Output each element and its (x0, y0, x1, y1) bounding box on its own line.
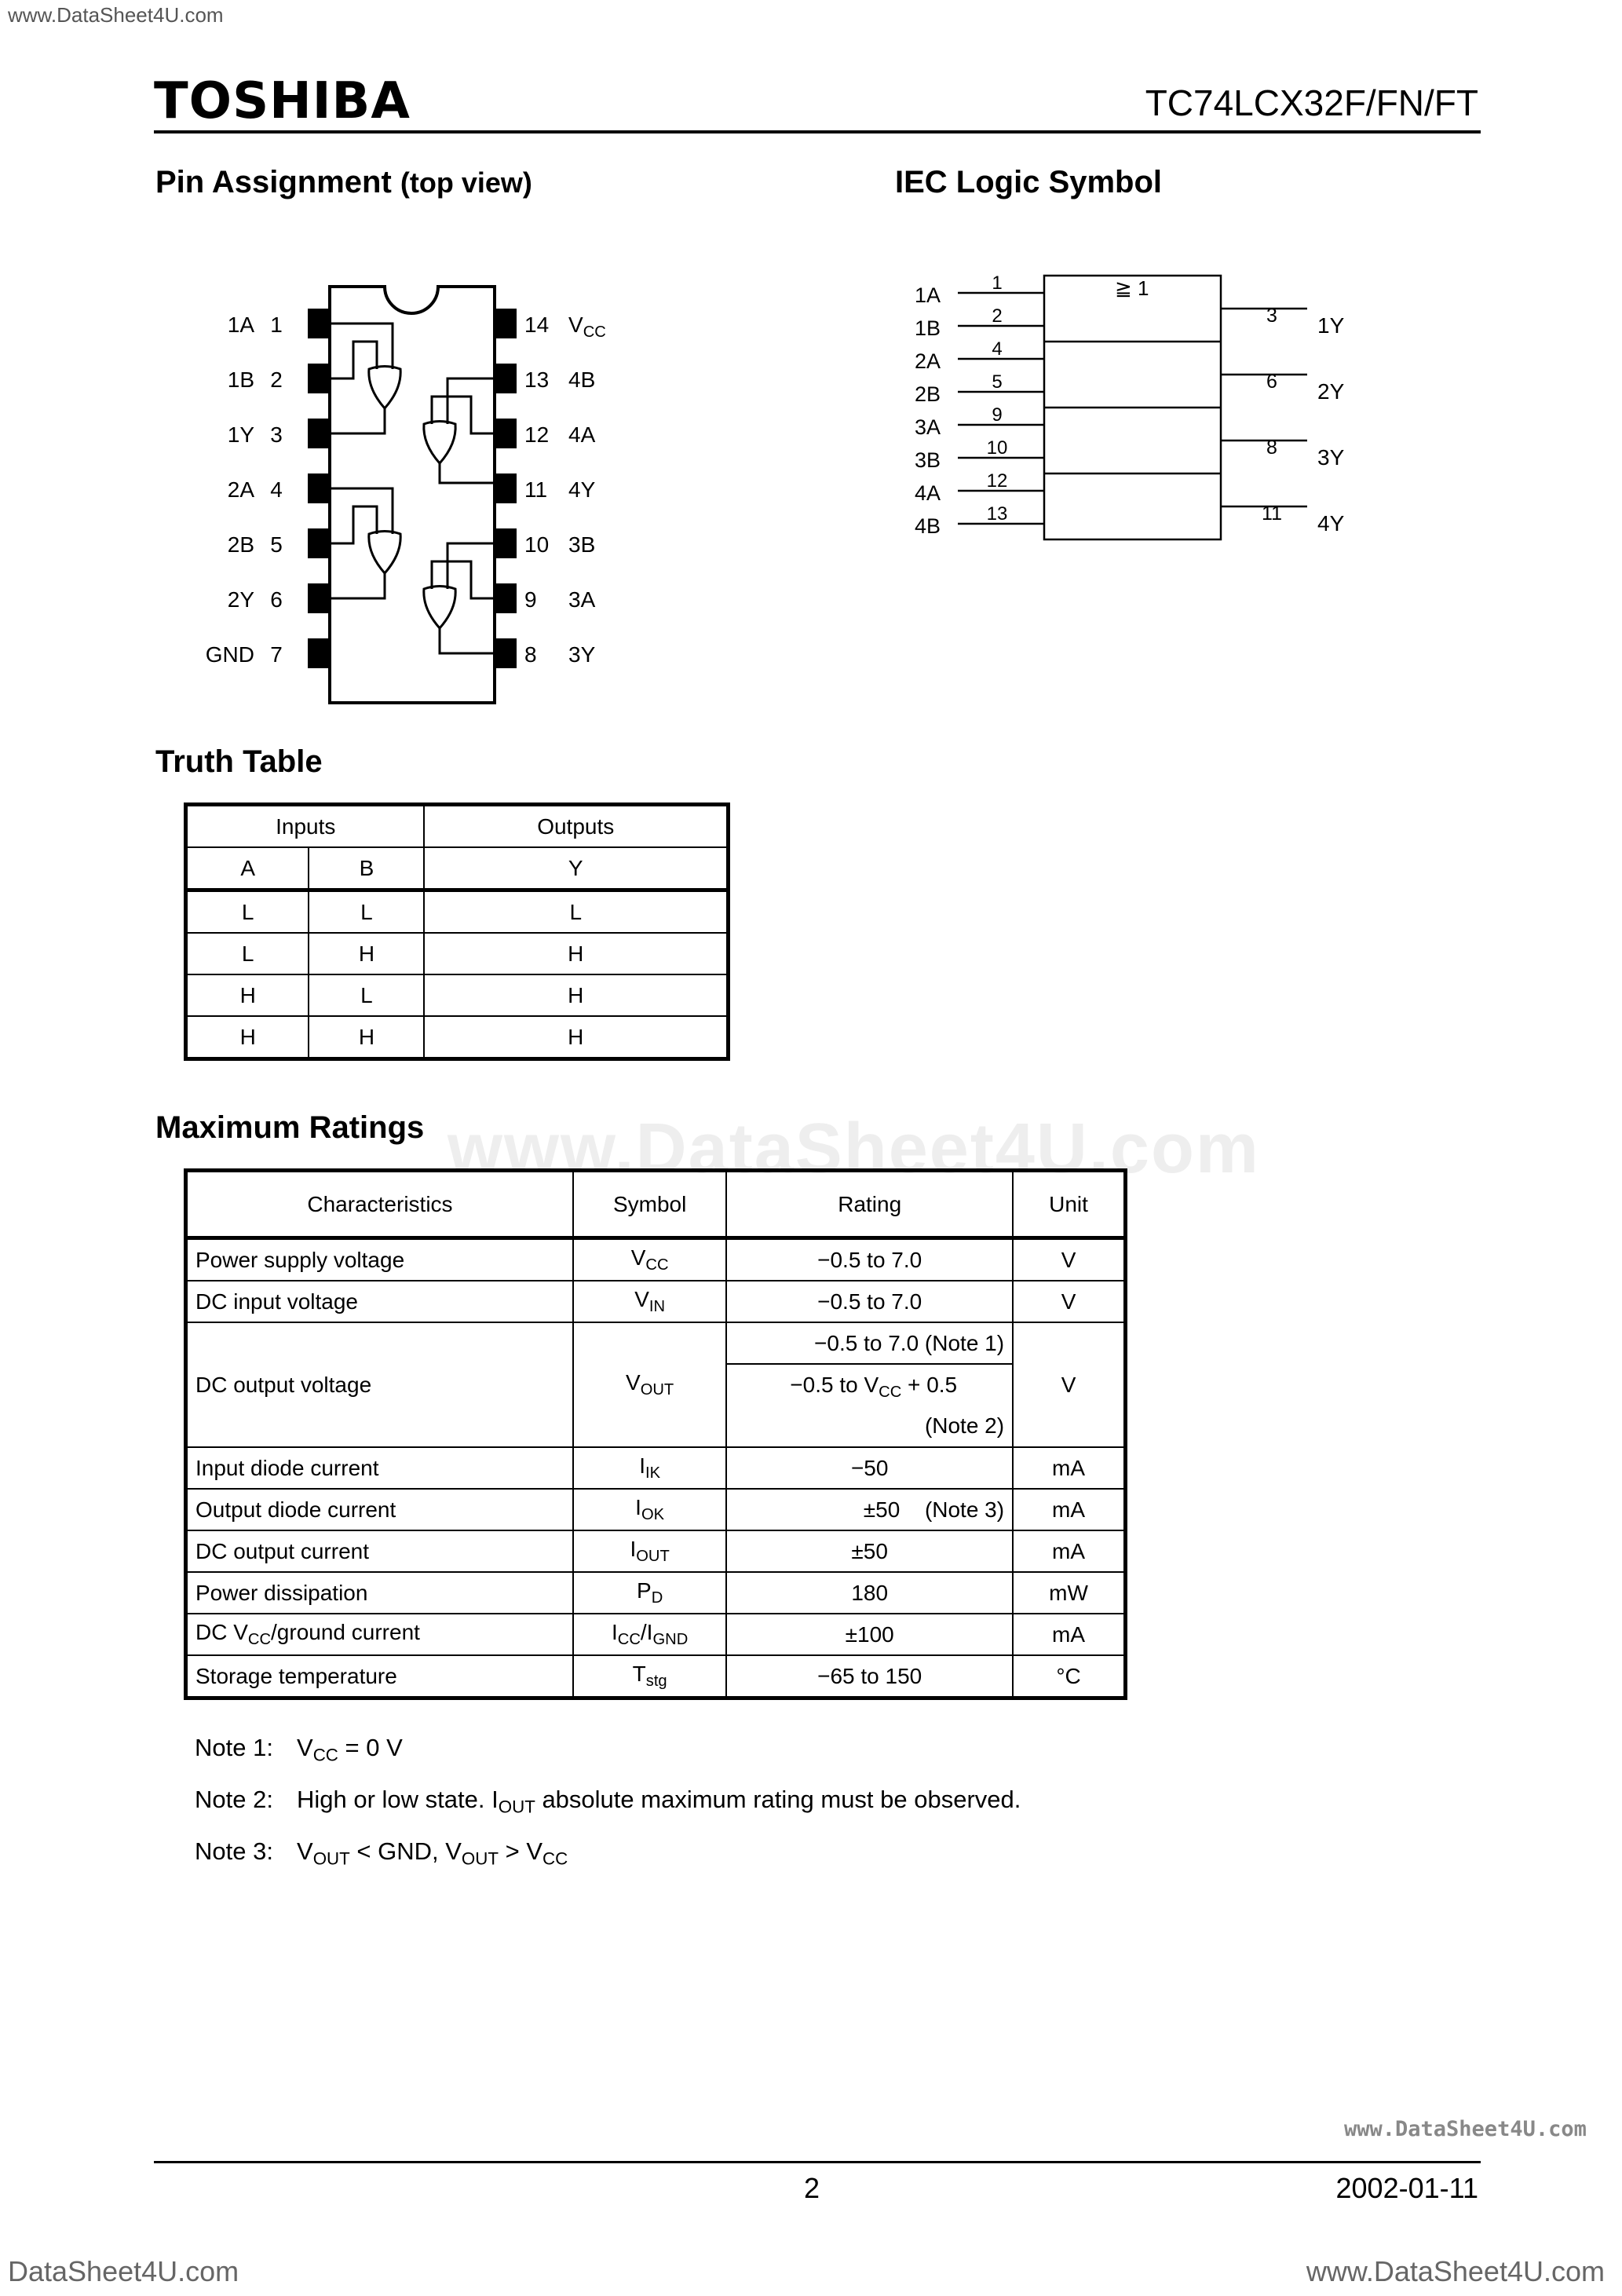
bottom-left-site-link[interactable]: DataSheet4U.com (8, 2255, 239, 2287)
table-cell: V (1013, 1238, 1125, 1281)
table-cell: $V_{OUT}$ (573, 1322, 726, 1447)
note-3: Note 3: $V_{OUT}$ < GND, $V_{OUT} > V_{CC}$ (195, 1837, 568, 1869)
iec-input-name: 3A (915, 415, 941, 439)
iec-input-names (915, 279, 941, 543)
iec-input-pin: 5 (992, 371, 1003, 393)
table-cell: ±50 (Note 3) (726, 1489, 1013, 1530)
iec-output-pin: 6 (1266, 371, 1277, 393)
iec-output-pins (1248, 283, 1295, 547)
table-row (186, 1171, 1126, 1238)
iec-output-name: 2Y (1317, 379, 1345, 404)
pin-row: 1Y 3 (227, 422, 283, 447)
table-cell: H (186, 1016, 309, 1059)
table-cell: −65 to 150 (726, 1655, 1013, 1698)
or-function-label: ≧ 1 (1115, 276, 1149, 300)
table-cell: −0.5 to $V_{CC} + 0.5$ (Note 2) (726, 1364, 1013, 1447)
table-row (186, 1281, 1126, 1322)
iec-input-pin: 9 (992, 404, 1003, 426)
table-cell: $I_{OK}$ (573, 1489, 726, 1530)
pin-row: 2B 5 (227, 532, 283, 557)
footer-date: 2002-01-11 (1335, 2172, 1478, 2204)
pin-row: 2Y 6 (227, 587, 283, 612)
pin-row: GND 7 (205, 642, 283, 667)
table-cell: Output diode current (186, 1489, 573, 1530)
table-cell: −0.5 to 7.0 (726, 1281, 1013, 1322)
footer-rule (154, 2161, 1481, 2163)
iec-input-name: 3B (915, 448, 941, 472)
table-header-cell: Symbol (573, 1171, 726, 1238)
iec-symbol-title: IEC Logic Symbol (895, 165, 1163, 199)
table-cell: ±100 (726, 1614, 1013, 1655)
pin-row: 1A 1 (227, 313, 283, 337)
table-cell: DC $V_{CC}$/ground current (186, 1614, 573, 1655)
iec-input-name: 1A (915, 283, 941, 307)
truth-table (184, 803, 730, 1061)
table-header-cell: B (309, 847, 424, 890)
iec-input-pin: 1 (992, 272, 1003, 294)
table-row (186, 1530, 1126, 1572)
table-cell: H (309, 933, 424, 974)
table-row (186, 974, 729, 1016)
bottom-right-site-link[interactable]: www.DataSheet4U.com (1306, 2255, 1605, 2287)
table-header-cell: Inputs (186, 805, 425, 848)
table-cell: H (186, 974, 309, 1016)
table-row (186, 1572, 1126, 1614)
table-cell: °C (1013, 1655, 1125, 1698)
pin-row: 9 3A (524, 587, 596, 612)
part-number: TC74LCX32F/FN/FT (1145, 82, 1478, 123)
table-header-cell: Y (424, 847, 728, 890)
iec-input-name: 4B (915, 514, 941, 538)
maximum-ratings-table (184, 1168, 1127, 1700)
table-cell: L (186, 890, 309, 934)
table-cell: H (309, 1016, 424, 1059)
table-cell: $I_{IK}$ (573, 1447, 726, 1489)
table-cell: mA (1013, 1614, 1125, 1655)
iec-output-names (1317, 293, 1344, 557)
table-row (186, 1238, 1126, 1281)
iec-input-pin: 10 (986, 437, 1008, 459)
iec-input-name: 1B (915, 316, 941, 340)
table-cell: L (424, 890, 728, 934)
pin-row: 11 4Y (524, 477, 596, 502)
table-cell: L (186, 933, 309, 974)
truth-table-title: Truth Table (155, 744, 323, 779)
iec-input-name: 2B (915, 382, 941, 406)
table-cell: mA (1013, 1489, 1125, 1530)
table-cell: $V_{CC}$ (573, 1238, 726, 1281)
table-cell: V (1013, 1322, 1125, 1447)
table-cell: DC output current (186, 1530, 573, 1572)
table-row (186, 1322, 1126, 1364)
iec-input-pin: 2 (992, 305, 1003, 327)
table-row (186, 847, 729, 890)
table-cell: V (1013, 1281, 1125, 1322)
pin-row: 13 4B (524, 367, 596, 392)
table-row (186, 1016, 729, 1059)
pin-row: 1B 2 (227, 367, 283, 392)
iec-output-name: 3Y (1317, 445, 1345, 470)
pin-row: 14 $V_{CC}$ (524, 313, 606, 342)
table-cell: Power dissipation (186, 1572, 573, 1614)
table-cell: −0.5 to 7.0 (Note 1) (726, 1322, 1013, 1364)
iec-output-pin: 3 (1266, 305, 1277, 327)
table-cell: Storage temperature (186, 1655, 573, 1698)
note-1: Note 1: $V_{CC} = 0$ V (195, 1734, 403, 1765)
right-pin-labels (524, 313, 634, 697)
maximum-ratings-title: Maximum Ratings (155, 1110, 425, 1145)
pin-row: 2A 4 (227, 477, 283, 502)
table-header-cell: Characteristics (186, 1171, 573, 1238)
iec-output-pin: 8 (1266, 437, 1277, 459)
pin-row: 8 3Y (524, 642, 596, 667)
table-cell: mW (1013, 1572, 1125, 1614)
iec-input-pin: 12 (986, 470, 1008, 492)
table-cell: Input diode current (186, 1447, 573, 1489)
pin-row: 10 3B (524, 532, 596, 557)
pin-row: 12 4A (524, 422, 596, 447)
left-pin-labels (204, 313, 298, 697)
table-cell: DC output voltage (186, 1322, 573, 1447)
table-cell: $T_{stg}$ (573, 1655, 726, 1698)
table-cell: H (424, 974, 728, 1016)
table-row (186, 805, 729, 848)
table-row (186, 1489, 1126, 1530)
iec-output-name: 1Y (1317, 313, 1345, 338)
table-cell: H (424, 1016, 728, 1059)
table-row (186, 1614, 1126, 1655)
iec-input-pin: 13 (986, 503, 1008, 525)
iec-output-pin: 11 (1262, 503, 1282, 525)
table-cell: −0.5 to 7.0 (726, 1238, 1013, 1281)
table-cell: $P_D$ (573, 1572, 726, 1614)
table-cell: $V_{IN}$ (573, 1281, 726, 1322)
table-cell: $I_{OUT}$ (573, 1530, 726, 1572)
table-cell: L (309, 890, 424, 934)
footer-site-link[interactable]: www.DataSheet4U.com (1344, 2117, 1587, 2141)
table-cell: Power supply voltage (186, 1238, 573, 1281)
table-header-cell: A (186, 847, 309, 890)
iec-input-name: 4A (915, 481, 941, 505)
iec-input-pins (974, 267, 1021, 531)
iec-input-pin: 4 (992, 338, 1003, 360)
table-row (186, 933, 729, 974)
table-row (186, 1447, 1126, 1489)
table-header-cell: Unit (1013, 1171, 1125, 1238)
pin-assignment-title: Pin Assignment (top view) (155, 165, 532, 199)
iec-output-name: 4Y (1317, 511, 1345, 536)
table-cell: mA (1013, 1530, 1125, 1572)
header-rule (154, 130, 1481, 133)
table-row (186, 890, 729, 934)
table-cell: DC input voltage (186, 1281, 573, 1322)
table-header-cell: Outputs (424, 805, 728, 848)
table-row (186, 1655, 1126, 1698)
table-cell: H (424, 933, 728, 974)
page-number: 2 (804, 2172, 820, 2204)
watermark: www.DataSheet4U.com (448, 1110, 1260, 1188)
table-cell: mA (1013, 1447, 1125, 1489)
table-cell: L (309, 974, 424, 1016)
top-site-link[interactable]: www.DataSheet4U.com (8, 3, 224, 27)
table-cell: ±50 (726, 1530, 1013, 1572)
table-cell: 180 (726, 1572, 1013, 1614)
table-cell: $I_{CC}/I_{GND}$ (573, 1614, 726, 1655)
note-2: Note 2: High or low state. $I_{OUT}$ absolute maximum rating must be observed. (195, 1786, 1021, 1817)
iec-input-name: 2A (915, 349, 941, 373)
table-cell: −50 (726, 1447, 1013, 1489)
brand-logo: TOSHIBA (154, 72, 411, 130)
table-header-cell: Rating (726, 1171, 1013, 1238)
